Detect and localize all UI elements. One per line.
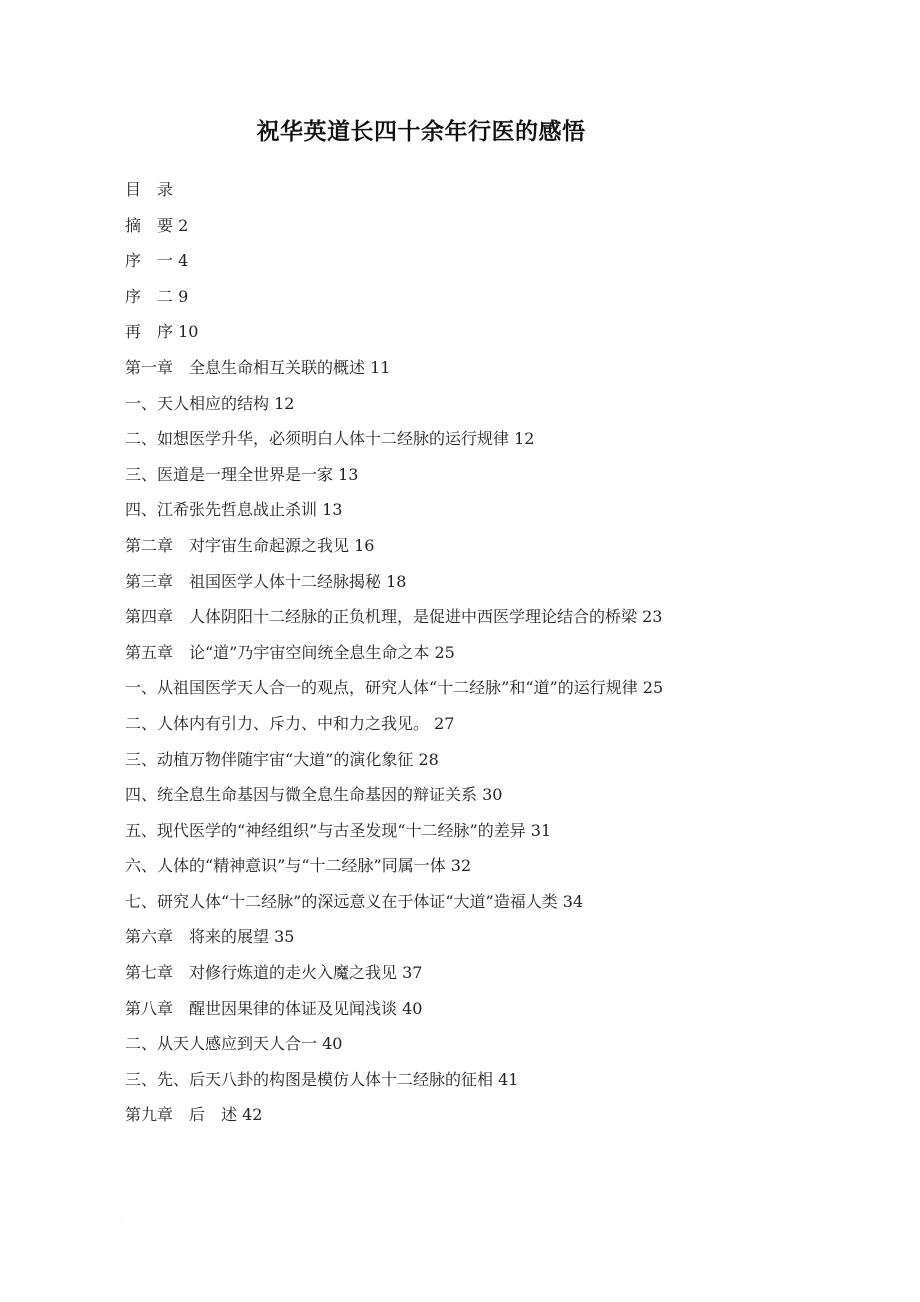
toc-entry: 第三章 祖国医学人体十二经脉揭秘 18 <box>125 571 407 591</box>
toc-entry: 一、从祖国医学天人合一的观点，研究人体“十二经脉”和“道”的运行规律 25 <box>125 678 664 698</box>
toc-entry: 四、统全息生命基因与微全息生命基因的辩证关系 30 <box>125 785 503 805</box>
toc-entry: 三、先、后天八卦的构图是模仿人体十二经脉的征相 41 <box>125 1069 519 1089</box>
toc-entry: 六、人体的“精神意识”与“十二经脉”同属一体 32 <box>125 856 472 876</box>
toc-entry: 三、动植万物伴随宇宙“大道”的演化象征 28 <box>125 749 439 769</box>
toc-entry: 第二章 对宇宙生命起源之我见 16 <box>125 535 375 555</box>
toc-entry: 序 一 4 <box>125 251 189 271</box>
toc-entry: 七、研究人体“十二经脉”的深远意义在于体证“大道”造福人类 34 <box>125 891 584 911</box>
toc-entry: 二、如想医学升华，必须明白人体十二经脉的运行规律 12 <box>125 429 535 449</box>
toc-entry: 四、江希张先哲息战止杀训 13 <box>125 500 343 520</box>
toc-entry: 第九章 后 述 42 <box>125 1105 263 1125</box>
toc-entry: 第六章 将来的展望 35 <box>125 927 295 947</box>
document-title: 祝华英道长四十余年行医的感悟 <box>256 118 586 145</box>
toc-entry: 再 序 10 <box>125 322 199 342</box>
toc-entry: 二、从天人感应到天人合一 40 <box>125 1034 343 1054</box>
toc-entry: 五、现代医学的“神经组织”与古圣发现“十二经脉”的差异 31 <box>125 820 552 840</box>
toc-entry: 二、人体内有引力、斥力、中和力之我见。 27 <box>125 713 455 733</box>
toc-entry: 三、医道是一理全世界是一家 13 <box>125 464 359 484</box>
toc-heading: 目 录 <box>125 180 174 199</box>
toc-entry: 第八章 醒世因果律的体证及见闻浅谈 40 <box>125 998 423 1018</box>
toc-entry: 第四章 人体阴阳十二经脉的正负机理，是促进中西医学理论结合的桥梁 23 <box>125 607 663 627</box>
toc-entry: 序 二 9 <box>125 286 189 306</box>
toc-entry: 摘 要 2 <box>125 215 189 235</box>
toc-entry: 第一章 全息生命相互关联的概述 11 <box>125 357 391 377</box>
toc-entry: 第七章 对修行炼道的走火入魔之我见 37 <box>125 963 423 983</box>
page-dot-mark: . <box>121 1215 123 1221</box>
table-of-contents <box>125 176 885 1137</box>
toc-entry: 一、天人相应的结构 12 <box>125 393 295 413</box>
toc-entry: 第五章 论“道”乃宇宙空间统全息生命之本 25 <box>125 642 455 662</box>
